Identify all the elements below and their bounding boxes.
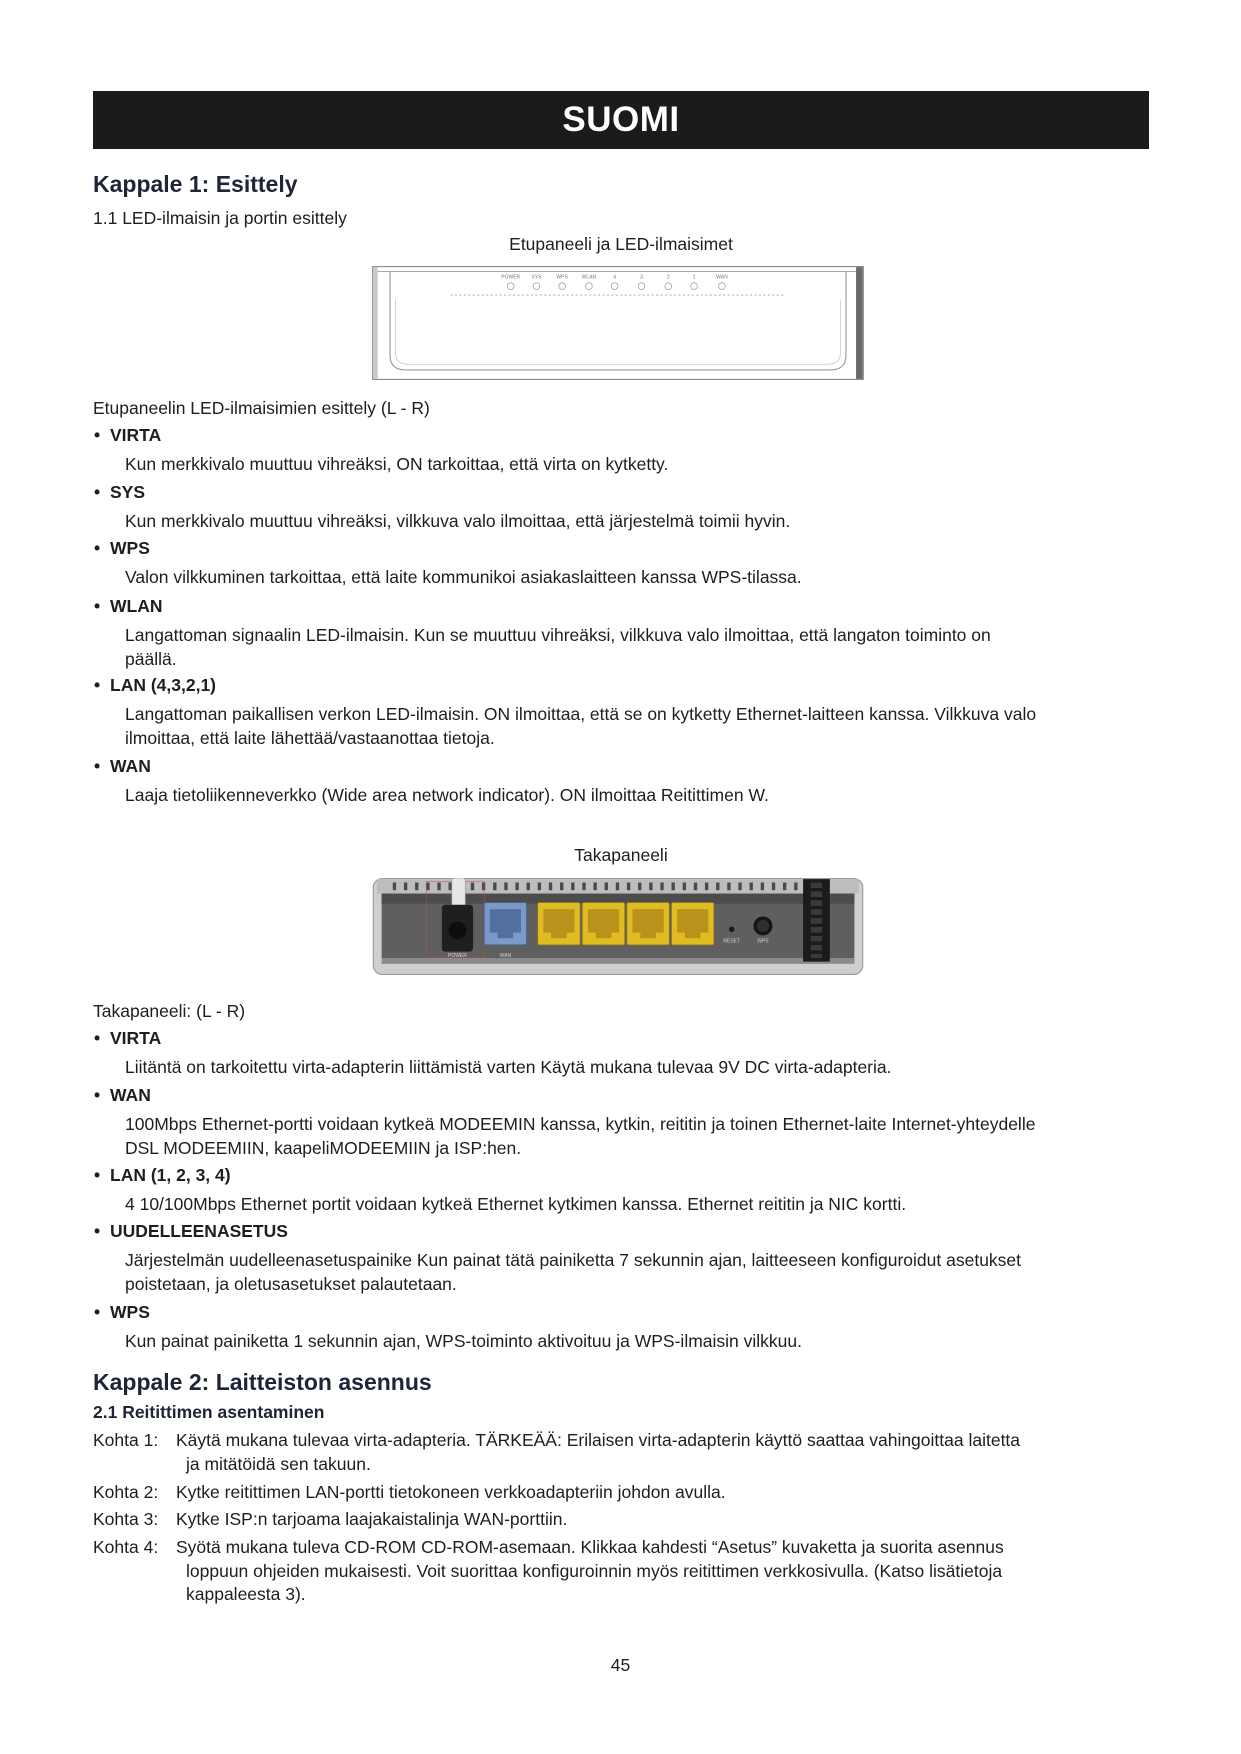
item-label: • SYS [93, 481, 1203, 505]
step-text [176, 1508, 1203, 1532]
item-label: • LAN (1, 2, 3, 4) [93, 1164, 1203, 1188]
description-line: 100Mbps Ethernet-portti voidaan kytkeä MODEEMIN kanssa, kytkin, reititin ja toinen Ethernet-laite Internet-yhteydelle [125, 1114, 1036, 1134]
item-label: • WPS [93, 1301, 1203, 1325]
item-description [93, 1330, 1203, 1354]
step-line: Syötä mukana tuleva CD-ROM CD-ROM-asemaan. Klikkaa kahdesti “Asetus” kuvaketta ja suorita asennus [176, 1537, 1004, 1557]
step-line: Käytä mukana tulevaa virta-adapteria. TÄRKEÄÄ: Erilaisen virta-adapterin käyttö saattaa vahingoittaa laitetta [176, 1430, 1021, 1450]
item-description [93, 1193, 1203, 1217]
lan-port-1-opening [543, 909, 574, 932]
step-line: loppuun ohjeiden mukaisesti. Voit suorittaa konfiguroinnin myös reitittimen verkkosivulla. (Katso lisätietoja [186, 1560, 1003, 1581]
panel-frame [373, 267, 864, 380]
install-step-4 [93, 1536, 1203, 1607]
description-line: ilmoittaa, että laite lähettää/vastaanottaa tietoja. [125, 727, 495, 748]
item-label: • UUDELLEENASETUS [93, 1220, 1203, 1244]
led-label-lan1: 1 [692, 274, 696, 281]
step-line: kappaleesta 3). [186, 1584, 306, 1604]
step-line: Kytke reitittimen LAN-portti tietokoneen verkkoadapteriin johdon avulla. [176, 1482, 726, 1502]
led-label-wps: WPS [556, 274, 568, 281]
reset-button [729, 927, 735, 933]
front-item-lan [93, 674, 1203, 750]
install-step-3 [93, 1508, 1203, 1532]
item-description [93, 703, 1203, 750]
item-description [93, 453, 1203, 477]
front-panel-caption: Etupaneeli ja LED-ilmaisimet [509, 234, 733, 254]
description-line: DSL MODEEMIIN, kaapeliMODEEMIIN ja ISP:hen. [125, 1137, 522, 1158]
front-item-wps [93, 537, 1203, 590]
item-description [93, 566, 1203, 590]
front-item-wan [93, 755, 1203, 808]
item-label: • VIRTA [93, 1027, 1203, 1051]
item-label: • LAN (4,3,2,1) [93, 674, 1203, 698]
back-item-lan [93, 1164, 1203, 1217]
page-number: 45 [610, 1655, 631, 1675]
description-line: Laaja tietoliikenneverkko (Wide area network indicator). ON ilmoittaa Reitittimen W. [125, 785, 769, 805]
description-line: Liitäntä on tarkoitettu virta-adapterin liittämistä varten Käytä mukana tulevaa 9V DC virta-adapteria. [125, 1057, 892, 1077]
back-label-wps: WPS [757, 938, 769, 945]
back-item-wan [93, 1084, 1203, 1160]
led-label-lan3: 3 [640, 274, 643, 281]
description-line: Langattoman paikallisen verkon LED-ilmaisin. ON ilmoittaa, että se on kytketty Ethernet-laitteen kanssa. Vilkkuva valo [125, 704, 1037, 724]
back-label-reset: RESET [723, 938, 741, 945]
item-label: • VIRTA [93, 424, 1203, 448]
back-panel-intro: Takapaneeli: (L - R) [93, 1001, 246, 1021]
item-description [93, 784, 1203, 808]
wan-port-notch [498, 933, 514, 939]
lan-port-3-notch [640, 933, 656, 939]
description-line: Järjestelmän uudelleenasetuspainike Kun painat tätä painiketta 7 sekunnin ajan, laitteeseen konfiguroidut asetukset [125, 1250, 1022, 1270]
lan-port-3-opening [632, 909, 663, 932]
item-description [93, 1249, 1203, 1296]
wps-button-cap [757, 920, 769, 932]
item-label: • WPS [93, 537, 1203, 561]
lan-port-1-notch [551, 933, 567, 939]
description-line: Kun merkkivalo muuttuu vihreäksi, ON tarkoittaa, että virta on kytketty. [125, 454, 669, 474]
panel-left-edge [373, 267, 377, 379]
front-led-intro: Etupaneelin LED-ilmaisimien esittely (L - R) [93, 398, 430, 418]
back-item-virta [93, 1027, 1203, 1080]
chapter-2-heading: Kappale 2: Laitteiston asennus [93, 1369, 432, 1395]
step-label: Kohta 4: [93, 1537, 159, 1557]
lan-port-2-notch [596, 933, 612, 939]
description-line: 4 10/100Mbps Ethernet portit voidaan kytkeä Ethernet kytkimen kanssa. Ethernet reititin ja NIC kortti. [125, 1194, 907, 1214]
step-label: Kohta 3: [93, 1509, 159, 1529]
description-line: Valon vilkkuminen tarkoittaa, että laite kommunikoi asiakaslaitteen kanssa WPS-tilassa. [125, 567, 802, 587]
front-item-wlan [93, 595, 1203, 671]
power-jack-socket [449, 921, 467, 939]
description-line: Langattoman signaalin LED-ilmaisin. Kun se muuttuu vihreäksi, vilkkuva valo ilmoittaa, että langaton toiminto on [125, 625, 991, 645]
lan-port-4-opening [677, 909, 708, 932]
back-item-wps [93, 1301, 1203, 1354]
install-step-1 [93, 1429, 1203, 1476]
lan-port-2-opening [588, 909, 619, 932]
description-line: Kun painat painiketta 1 sekunnin ajan, WPS-toiminto aktivoituu ja WPS-ilmaisin vilkkuu. [125, 1331, 802, 1351]
item-label: • WLAN [93, 595, 1203, 619]
description-line: päällä. [125, 648, 177, 669]
lan-port-4-notch [685, 933, 701, 939]
step-line: Kytke ISP:n tarjoama laajakaistalinja WAN-porttiin. [176, 1509, 568, 1529]
back-label-power: POWER [448, 953, 467, 960]
front-item-sys [93, 481, 1203, 534]
description-line: poistetaan, ja oletusasetukset palautetaan. [125, 1273, 457, 1294]
back-panel-illustration [372, 878, 864, 975]
panel-right-edge [856, 267, 863, 379]
description-line: Kun merkkivalo muuttuu vihreäksi, vilkkuva valo ilmoittaa, että järjestelmä toimii hyvin. [125, 511, 791, 531]
install-step-2 [93, 1481, 1203, 1505]
led-label-sys: SYS [531, 274, 542, 281]
wan-port-opening [490, 909, 521, 932]
led-label-wlan: WLAN [581, 274, 597, 281]
item-description [93, 1113, 1203, 1160]
item-label: • WAN [93, 1084, 1203, 1108]
item-description [93, 1056, 1203, 1080]
item-label: • WAN [93, 755, 1203, 779]
item-description [93, 624, 1203, 671]
language-title: SUOMI [562, 100, 680, 139]
section-2-1-subheading: 2.1 Reitittimen asentaminen [93, 1402, 325, 1422]
back-panel-caption: Takapaneeli [574, 845, 668, 865]
front-item-virta [93, 424, 1203, 477]
front-panel-illustration [372, 266, 864, 380]
back-item-reset [93, 1220, 1203, 1296]
back-label-wan: WAN [499, 953, 512, 960]
step-text [176, 1536, 1203, 1607]
chapter-1-heading: Kappale 1: Esittely [93, 171, 298, 197]
step-text [176, 1429, 1203, 1476]
step-label: Kohta 2: [93, 1482, 159, 1502]
section-1-1-subheading: 1.1 LED-ilmaisin ja portin esittely [93, 208, 347, 228]
step-line: ja mitätöidä sen takuun. [186, 1453, 371, 1474]
led-label-wan: WAN [716, 274, 728, 281]
language-header-bar [93, 91, 1149, 149]
step-label: Kohta 1: [93, 1430, 159, 1450]
led-label-lan4: 4 [613, 274, 617, 281]
led-label-power: POWER [501, 274, 521, 281]
led-label-lan2: 2 [666, 274, 670, 281]
item-description [93, 510, 1203, 534]
step-text [176, 1481, 1203, 1505]
